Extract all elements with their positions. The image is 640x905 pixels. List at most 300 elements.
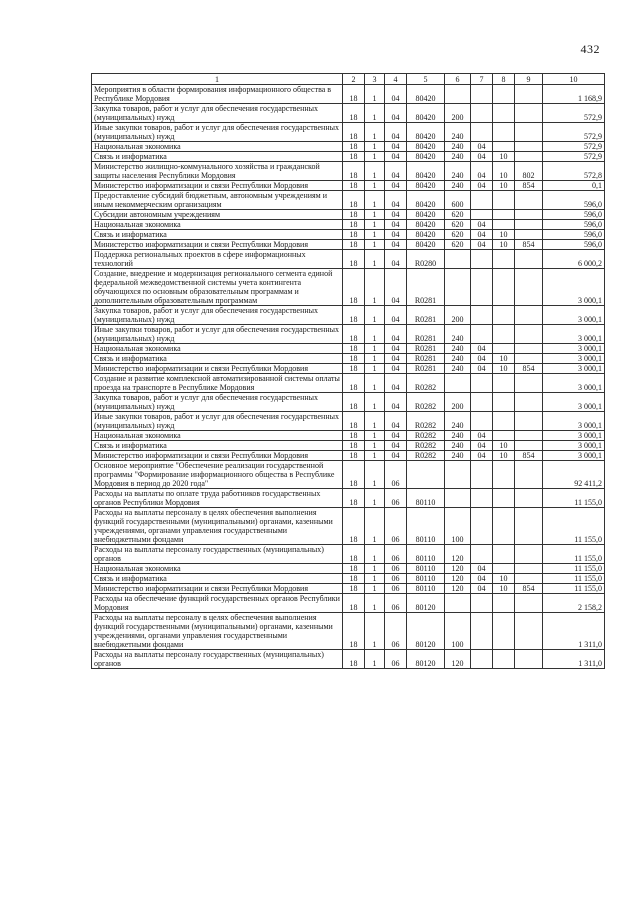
code-cell: R0281	[407, 344, 445, 354]
table-row	[92, 354, 605, 364]
code-cell: 18	[343, 104, 365, 123]
budget-table	[91, 73, 605, 669]
code-cell: 04	[471, 181, 493, 191]
code-cell	[471, 250, 493, 269]
amount-cell: 1 168,9	[543, 85, 605, 104]
header-cell: 6	[445, 74, 471, 85]
row-name-cell: Закупка товаров, работ и услуг для обеспечения государственных (муниципальных) нужд	[92, 104, 343, 123]
code-cell: 18	[343, 230, 365, 240]
code-cell: 04	[385, 181, 407, 191]
row-name-cell: Предоставление субсидий бюджетным, автономным учреждениям и иным некоммерческим организациям	[92, 191, 343, 210]
code-cell	[515, 354, 543, 364]
table-body	[92, 85, 605, 669]
row-name-cell: Закупка товаров, работ и услуг для обеспечения государственных (муниципальных) нужд	[92, 306, 343, 325]
code-cell: 04	[385, 191, 407, 210]
code-cell: 10	[493, 240, 515, 250]
code-cell: 10	[493, 181, 515, 191]
row-name-cell: Национальная экономика	[92, 220, 343, 230]
code-cell: 10	[493, 574, 515, 584]
code-cell: 120	[445, 574, 471, 584]
row-name-cell: Создание, внедрение и модернизация регионального сегмента единой федеральной межведомственной системы учета контингента обучающихся по основным образовательным программам и дополнительным образовательным программам	[92, 269, 343, 306]
row-name-cell: Министерство информатизации и связи Республики Мордовия	[92, 240, 343, 250]
code-cell: 80110	[407, 508, 445, 545]
code-cell	[445, 250, 471, 269]
code-cell: 1	[365, 230, 385, 240]
code-cell: 06	[385, 574, 407, 584]
code-cell: 04	[385, 85, 407, 104]
code-cell: 240	[445, 142, 471, 152]
code-cell: 1	[365, 441, 385, 451]
code-cell: 10	[493, 162, 515, 181]
code-cell: 18	[343, 451, 365, 461]
table-row	[92, 85, 605, 104]
table-row	[92, 142, 605, 152]
code-cell: 1	[365, 393, 385, 412]
code-cell	[471, 85, 493, 104]
code-cell: 18	[343, 441, 365, 451]
code-cell: 240	[445, 344, 471, 354]
code-cell: 06	[385, 508, 407, 545]
table-row	[92, 123, 605, 142]
code-cell: 04	[385, 230, 407, 240]
amount-cell: 11 155,0	[543, 574, 605, 584]
code-cell: 240	[445, 431, 471, 441]
code-cell: 18	[343, 574, 365, 584]
code-cell	[471, 545, 493, 564]
code-cell	[493, 412, 515, 431]
code-cell: 1	[365, 152, 385, 162]
amount-cell: 572,8	[543, 162, 605, 181]
code-cell	[515, 104, 543, 123]
code-cell: 04	[471, 564, 493, 574]
code-cell	[493, 613, 515, 650]
code-cell: 620	[445, 210, 471, 220]
row-name-cell: Расходы на выплаты персоналу государственных (муниципальных) органов	[92, 650, 343, 669]
code-cell: 18	[343, 374, 365, 393]
code-cell: 18	[343, 191, 365, 210]
table-row	[92, 451, 605, 461]
code-cell	[471, 489, 493, 508]
header-cell: 10	[543, 74, 605, 85]
code-cell: 80420	[407, 220, 445, 230]
header-cell: 2	[343, 74, 365, 85]
code-cell	[471, 508, 493, 545]
header-cell: 4	[385, 74, 407, 85]
row-name-cell: Расходы на выплаты персоналу в целях обеспечения выполнения функций государственными (муниципальными) органами, казенными учреждениями, органами управления государственными внебюджетными фондами	[92, 613, 343, 650]
code-cell	[493, 85, 515, 104]
code-cell	[471, 594, 493, 613]
code-cell	[493, 393, 515, 412]
code-cell: 1	[365, 325, 385, 344]
code-cell	[515, 489, 543, 508]
code-cell	[445, 269, 471, 306]
code-cell: 854	[515, 451, 543, 461]
code-cell	[515, 142, 543, 152]
header-cell: 1	[92, 74, 343, 85]
code-cell: 240	[445, 123, 471, 142]
code-cell: 1	[365, 451, 385, 461]
code-cell: 04	[385, 152, 407, 162]
code-cell: 80110	[407, 584, 445, 594]
amount-cell: 596,0	[543, 230, 605, 240]
code-cell: 04	[385, 344, 407, 354]
code-cell	[515, 220, 543, 230]
row-name-cell: Министерство информатизации и связи Республики Мордовия	[92, 364, 343, 374]
code-cell	[471, 269, 493, 306]
code-cell	[515, 613, 543, 650]
code-cell: R0282	[407, 412, 445, 431]
amount-cell: 572,9	[543, 123, 605, 142]
code-cell	[515, 325, 543, 344]
code-cell	[515, 344, 543, 354]
table-row	[92, 594, 605, 613]
code-cell: 1	[365, 564, 385, 574]
amount-cell: 3 000,1	[543, 441, 605, 451]
code-cell: 80110	[407, 489, 445, 508]
row-name-cell: Создание и развитие комплексной автоматизированной системы оплаты проезда на транспорте в Республике Мордовия	[92, 374, 343, 393]
code-cell	[493, 220, 515, 230]
code-cell: 04	[385, 451, 407, 461]
row-name-cell: Поддержка региональных проектов в сфере информационных технологий	[92, 250, 343, 269]
code-cell	[493, 564, 515, 574]
code-cell	[515, 85, 543, 104]
code-cell: 80420	[407, 181, 445, 191]
code-cell	[515, 191, 543, 210]
code-cell: 1	[365, 594, 385, 613]
code-cell: 18	[343, 220, 365, 230]
code-cell: 1	[365, 85, 385, 104]
amount-cell: 6 000,2	[543, 250, 605, 269]
code-cell	[445, 85, 471, 104]
code-cell: 240	[445, 441, 471, 451]
code-cell: 10	[493, 230, 515, 240]
code-cell: 04	[385, 393, 407, 412]
code-cell: 06	[385, 613, 407, 650]
code-cell	[493, 374, 515, 393]
code-cell: 04	[385, 210, 407, 220]
amount-cell: 0,1	[543, 181, 605, 191]
code-cell	[445, 594, 471, 613]
amount-cell: 3 000,1	[543, 269, 605, 306]
table-row	[92, 162, 605, 181]
code-cell: 1	[365, 240, 385, 250]
amount-cell: 3 000,1	[543, 344, 605, 354]
code-cell	[445, 374, 471, 393]
code-cell	[493, 508, 515, 545]
code-cell: 04	[385, 441, 407, 451]
table-row	[92, 574, 605, 584]
table-row	[92, 191, 605, 210]
code-cell: 04	[385, 123, 407, 142]
code-cell: R0281	[407, 364, 445, 374]
code-cell: 600	[445, 191, 471, 210]
amount-cell: 572,9	[543, 152, 605, 162]
code-cell: 1	[365, 364, 385, 374]
table-row	[92, 584, 605, 594]
code-cell	[515, 574, 543, 584]
code-cell: 04	[385, 162, 407, 181]
code-cell: 854	[515, 181, 543, 191]
code-cell	[515, 230, 543, 240]
code-cell: 1	[365, 431, 385, 441]
code-cell: 10	[493, 364, 515, 374]
code-cell: 10	[493, 354, 515, 364]
code-cell	[515, 393, 543, 412]
code-cell	[515, 412, 543, 431]
code-cell: 18	[343, 564, 365, 574]
code-cell	[471, 613, 493, 650]
code-cell: 1	[365, 650, 385, 669]
code-cell: 80420	[407, 162, 445, 181]
code-cell: 18	[343, 489, 365, 508]
table-row	[92, 152, 605, 162]
code-cell: 854	[515, 240, 543, 250]
table-row	[92, 650, 605, 669]
code-cell: 120	[445, 650, 471, 669]
amount-cell: 92 411,2	[543, 461, 605, 489]
code-cell: 06	[385, 545, 407, 564]
code-cell: 18	[343, 142, 365, 152]
code-cell: 04	[471, 142, 493, 152]
code-cell: 1	[365, 104, 385, 123]
amount-cell: 3 000,1	[543, 306, 605, 325]
row-name-cell: Закупка товаров, работ и услуг для обеспечения государственных (муниципальных) нужд	[92, 393, 343, 412]
amount-cell: 596,0	[543, 220, 605, 230]
amount-cell: 3 000,1	[543, 393, 605, 412]
code-cell	[471, 412, 493, 431]
code-cell: 1	[365, 613, 385, 650]
code-cell: 04	[471, 152, 493, 162]
code-cell	[515, 431, 543, 441]
code-cell: 80110	[407, 545, 445, 564]
code-cell	[493, 461, 515, 489]
code-cell: 10	[493, 584, 515, 594]
header-row	[92, 74, 605, 85]
code-cell: R0282	[407, 441, 445, 451]
code-cell: 80110	[407, 564, 445, 574]
code-cell: 18	[343, 584, 365, 594]
code-cell	[471, 210, 493, 220]
code-cell: R0281	[407, 306, 445, 325]
code-cell: 80420	[407, 123, 445, 142]
code-cell: 04	[385, 240, 407, 250]
row-name-cell: Субсидии автономным учреждениям	[92, 210, 343, 220]
code-cell: 04	[385, 364, 407, 374]
code-cell: 100	[445, 508, 471, 545]
amount-cell: 3 000,1	[543, 412, 605, 431]
row-name-cell: Министерство жилищно-коммунального хозяйства и гражданской защиты населения Республики Мордовия	[92, 162, 343, 181]
code-cell: 200	[445, 306, 471, 325]
code-cell: 04	[471, 584, 493, 594]
code-cell: R0280	[407, 250, 445, 269]
amount-cell: 11 155,0	[543, 489, 605, 508]
table-row	[92, 269, 605, 306]
table-row	[92, 181, 605, 191]
amount-cell: 1 311,0	[543, 613, 605, 650]
table-row	[92, 230, 605, 240]
code-cell: 240	[445, 354, 471, 364]
code-cell: 80420	[407, 230, 445, 240]
table-row	[92, 364, 605, 374]
code-cell: 18	[343, 344, 365, 354]
code-cell: 04	[385, 374, 407, 393]
code-cell: 1	[365, 142, 385, 152]
code-cell: 854	[515, 584, 543, 594]
code-cell: 1	[365, 374, 385, 393]
code-cell: 80420	[407, 152, 445, 162]
code-cell	[515, 441, 543, 451]
code-cell: 18	[343, 461, 365, 489]
table-row	[92, 545, 605, 564]
code-cell	[445, 461, 471, 489]
code-cell: 18	[343, 594, 365, 613]
code-cell: R0281	[407, 354, 445, 364]
table-row	[92, 461, 605, 489]
code-cell	[471, 650, 493, 669]
code-cell: 04	[471, 451, 493, 461]
code-cell: 04	[385, 250, 407, 269]
code-cell	[493, 344, 515, 354]
code-cell	[407, 461, 445, 489]
code-cell: R0281	[407, 269, 445, 306]
amount-cell: 3 000,1	[543, 451, 605, 461]
row-name-cell: Мероприятия в области формирования информационного общества в Республике Мордовия	[92, 85, 343, 104]
code-cell	[493, 269, 515, 306]
code-cell: 1	[365, 250, 385, 269]
amount-cell: 11 155,0	[543, 584, 605, 594]
code-cell: 80420	[407, 191, 445, 210]
code-cell: 802	[515, 162, 543, 181]
row-name-cell: Основное мероприятие "Обеспечение реализации государственной программы "Формирование информационного общества в Республике Мордовия в период до 2020 года"	[92, 461, 343, 489]
code-cell: 04	[385, 325, 407, 344]
code-cell	[471, 374, 493, 393]
code-cell: 04	[385, 354, 407, 364]
row-name-cell: Национальная экономика	[92, 564, 343, 574]
code-cell	[493, 594, 515, 613]
code-cell: 18	[343, 123, 365, 142]
code-cell: 1	[365, 461, 385, 489]
code-cell: 1	[365, 162, 385, 181]
code-cell: R0282	[407, 431, 445, 441]
code-cell: 18	[343, 210, 365, 220]
code-cell: 18	[343, 393, 365, 412]
row-name-cell: Связь и информатика	[92, 354, 343, 364]
code-cell	[515, 564, 543, 574]
code-cell	[493, 142, 515, 152]
table-row	[92, 344, 605, 354]
row-name-cell: Иные закупки товаров, работ и услуг для обеспечения государственных (муниципальных) нужд	[92, 325, 343, 344]
row-name-cell: Национальная экономика	[92, 142, 343, 152]
header-cell: 5	[407, 74, 445, 85]
code-cell: 620	[445, 240, 471, 250]
row-name-cell: Связь и информатика	[92, 574, 343, 584]
row-name-cell: Иные закупки товаров, работ и услуг для обеспечения государственных (муниципальных) нужд	[92, 123, 343, 142]
code-cell: 80420	[407, 142, 445, 152]
table-row	[92, 508, 605, 545]
code-cell: 18	[343, 250, 365, 269]
row-name-cell: Министерство информатизации и связи Республики Мордовия	[92, 181, 343, 191]
code-cell: 1	[365, 181, 385, 191]
code-cell	[493, 104, 515, 123]
code-cell: 10	[493, 152, 515, 162]
code-cell: 1	[365, 354, 385, 364]
code-cell: 1	[365, 545, 385, 564]
code-cell: 120	[445, 545, 471, 564]
code-cell: 80120	[407, 594, 445, 613]
table-row	[92, 104, 605, 123]
table-row	[92, 325, 605, 344]
table-row	[92, 564, 605, 574]
code-cell: 80420	[407, 210, 445, 220]
table-row	[92, 441, 605, 451]
code-cell: 04	[385, 412, 407, 431]
code-cell: 1	[365, 306, 385, 325]
code-cell	[493, 545, 515, 564]
table-row	[92, 220, 605, 230]
code-cell: 1	[365, 412, 385, 431]
row-name-cell: Расходы на выплаты персоналу государственных (муниципальных) органов	[92, 545, 343, 564]
code-cell: 18	[343, 240, 365, 250]
table-row	[92, 613, 605, 650]
table-row	[92, 374, 605, 393]
table-row	[92, 250, 605, 269]
code-cell: 18	[343, 613, 365, 650]
code-cell	[515, 461, 543, 489]
code-cell	[515, 545, 543, 564]
amount-cell: 11 155,0	[543, 564, 605, 574]
code-cell: R0282	[407, 451, 445, 461]
code-cell: 240	[445, 364, 471, 374]
code-cell: 1	[365, 220, 385, 230]
code-cell: 18	[343, 508, 365, 545]
row-name-cell: Иные закупки товаров, работ и услуг для обеспечения государственных (муниципальных) нужд	[92, 412, 343, 431]
table-row	[92, 431, 605, 441]
code-cell: 120	[445, 564, 471, 574]
code-cell: 100	[445, 613, 471, 650]
code-cell	[493, 489, 515, 508]
code-cell: 200	[445, 393, 471, 412]
code-cell: R0281	[407, 325, 445, 344]
code-cell: 18	[343, 85, 365, 104]
row-name-cell: Связь и информатика	[92, 152, 343, 162]
amount-cell: 2 158,2	[543, 594, 605, 613]
code-cell	[515, 250, 543, 269]
code-cell	[515, 650, 543, 669]
amount-cell: 596,0	[543, 191, 605, 210]
code-cell: 18	[343, 545, 365, 564]
code-cell: 80120	[407, 613, 445, 650]
code-cell	[471, 325, 493, 344]
code-cell	[515, 152, 543, 162]
code-cell: 18	[343, 354, 365, 364]
code-cell	[493, 306, 515, 325]
code-cell: 04	[471, 574, 493, 584]
header-cell: 9	[515, 74, 543, 85]
code-cell: 1	[365, 191, 385, 210]
table-row	[92, 210, 605, 220]
code-cell	[471, 393, 493, 412]
row-name-cell: Министерство информатизации и связи Республики Мордовия	[92, 584, 343, 594]
code-cell: 18	[343, 152, 365, 162]
code-cell	[515, 123, 543, 142]
code-cell	[515, 374, 543, 393]
row-name-cell: Расходы на обеспечение функций государственных органов Республики Мордовия	[92, 594, 343, 613]
code-cell	[493, 191, 515, 210]
amount-cell: 11 155,0	[543, 508, 605, 545]
code-cell: 04	[385, 306, 407, 325]
code-cell: 18	[343, 364, 365, 374]
table-row	[92, 489, 605, 508]
